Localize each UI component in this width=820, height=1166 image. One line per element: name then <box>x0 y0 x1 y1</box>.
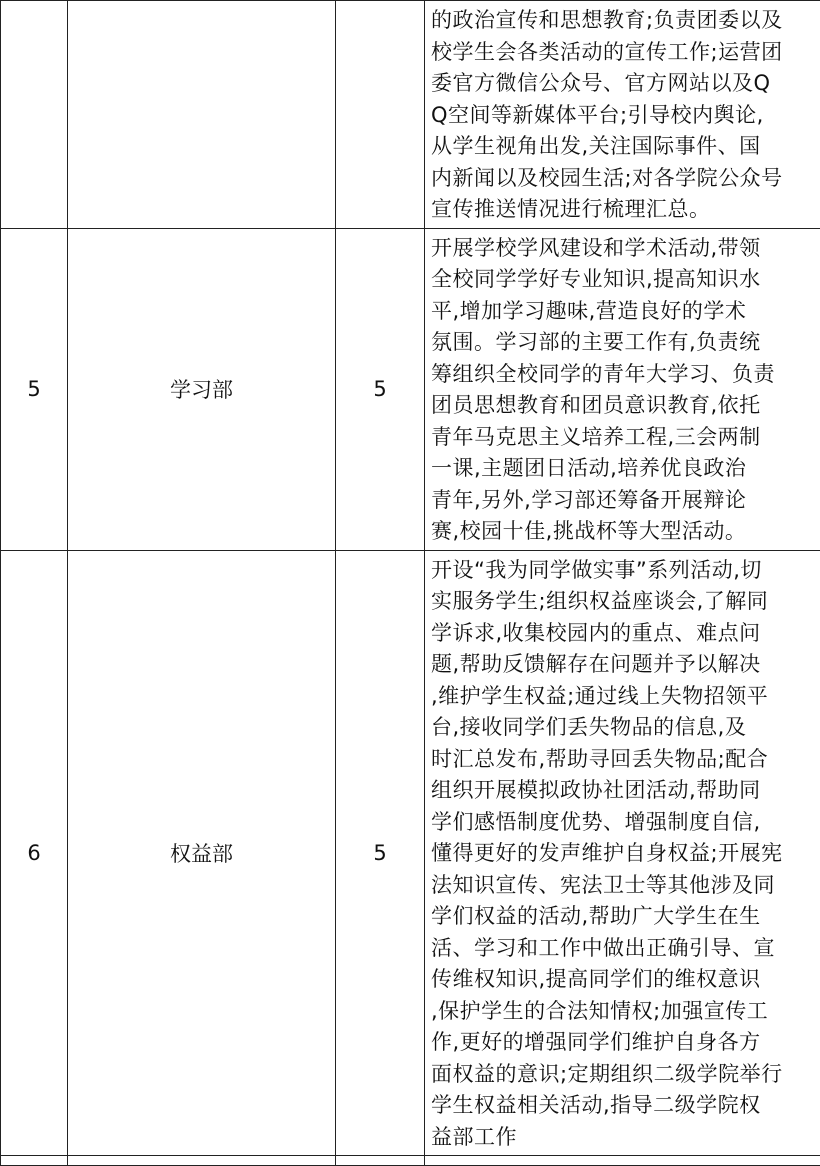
duties-line: 学生权益相关活动,指导二级学院权 <box>431 1090 814 1122</box>
duties-cell <box>425 228 820 550</box>
row-number-cell: 5 <box>1 228 68 550</box>
duties-line: 懂得更好的发声维护自身权益;开展宪 <box>431 838 814 870</box>
duties-line: 全校同学学好专业知识,提高知识水 <box>431 264 814 296</box>
member-count-cell: 5 <box>336 228 425 550</box>
duties-line: 组织开展模拟政协社团活动,帮助同 <box>431 775 814 807</box>
duties-line: 的政治宣传和思想教育;负责团委以及 <box>431 5 814 37</box>
duties-line: ,保护学生的合法知情权;加强宣传工 <box>431 996 814 1028</box>
duties-cell <box>425 1 820 229</box>
department-name-cell: 权益部 <box>68 550 336 1156</box>
duties-line: 委官方微信公众号、官方网站以及Q <box>431 68 814 100</box>
duties-line: 赛,校园十佳,挑战杯等大型活动。 <box>431 516 814 548</box>
row-number-cell <box>1 1 68 229</box>
duties-cell <box>425 550 820 1156</box>
duties-line: 青年,另外,学习部还筹备开展辩论 <box>431 485 814 517</box>
table-row-continued <box>1 1 820 229</box>
duties-line: 从学生视角出发,关注国际事件、国 <box>431 131 814 163</box>
duties-line: 活、学习和工作中做出正确引导、宣 <box>431 933 814 965</box>
duties-line: 面权益的意识;定期组织二级学院举行 <box>431 1059 814 1091</box>
empty-cell <box>68 1156 336 1166</box>
duties-line: 益部工作 <box>431 1122 814 1154</box>
duties-line: 学诉求,收集校园内的重点、难点问 <box>431 618 814 650</box>
duties-line: 时汇总发布,帮助寻回丢失物品;配合 <box>431 744 814 776</box>
duties-line: 平,增加学习趣味,营造良好的学术 <box>431 296 814 328</box>
duties-line: ,维护学生权益;通过线上失物招领平 <box>431 681 814 713</box>
empty-cell <box>336 1156 425 1166</box>
duties-line: 学们感悟制度优势、增强制度自信, <box>431 807 814 839</box>
duties-line: Q空间等新媒体平台;引导校内舆论, <box>431 100 814 132</box>
duties-line: 筹组织全校同学的青年大学习、负责 <box>431 359 814 391</box>
member-count-cell: 5 <box>336 550 425 1156</box>
duties-line: 法知识宣传、宪法卫士等其他涉及同 <box>431 870 814 902</box>
duties-line: 校学生会各类活动的宣传工作;运营团 <box>431 37 814 69</box>
empty-cell <box>1 1156 68 1166</box>
duties-line: 题,帮助反馈解存在问题并予以解决 <box>431 649 814 681</box>
duties-line: 台,接收同学们丢失物品的信息,及 <box>431 712 814 744</box>
duties-line: 宣传推送情况进行梳理汇总。 <box>431 194 814 226</box>
duties-line: 开展学校学风建设和学术活动,带领 <box>431 233 814 265</box>
duties-line: 传维权知识,提高同学们的维权意识 <box>431 964 814 996</box>
duties-line: 开设“我为同学做实事”系列活动,切 <box>431 555 814 587</box>
duties-line: 学们权益的活动,帮助广大学生在生 <box>431 901 814 933</box>
department-name-cell: 学习部 <box>68 228 336 550</box>
duties-line: 实服务学生;组织权益座谈会,了解同 <box>431 586 814 618</box>
duties-line: 团员思想教育和团员意识教育,依托 <box>431 390 814 422</box>
empty-cell <box>425 1156 820 1166</box>
duties-line: 青年马克思主义培养工程,三会两制 <box>431 422 814 454</box>
table-row-next-partial <box>1 1156 820 1166</box>
duties-line: 内新闻以及校园生活;对各学院公众号 <box>431 163 814 195</box>
duties-line: 氛围。学习部的主要工作有,负责统 <box>431 327 814 359</box>
duties-line: 一课,主题团日活动,培养优良政治 <box>431 453 814 485</box>
department-name-cell <box>68 1 336 229</box>
table-row-study-department <box>1 228 820 550</box>
row-number-cell: 6 <box>1 550 68 1156</box>
table-row-rights-department <box>1 550 820 1156</box>
duties-line: 作,更好的增强同学们维护自身各方 <box>431 1027 814 1059</box>
member-count-cell <box>336 1 425 229</box>
